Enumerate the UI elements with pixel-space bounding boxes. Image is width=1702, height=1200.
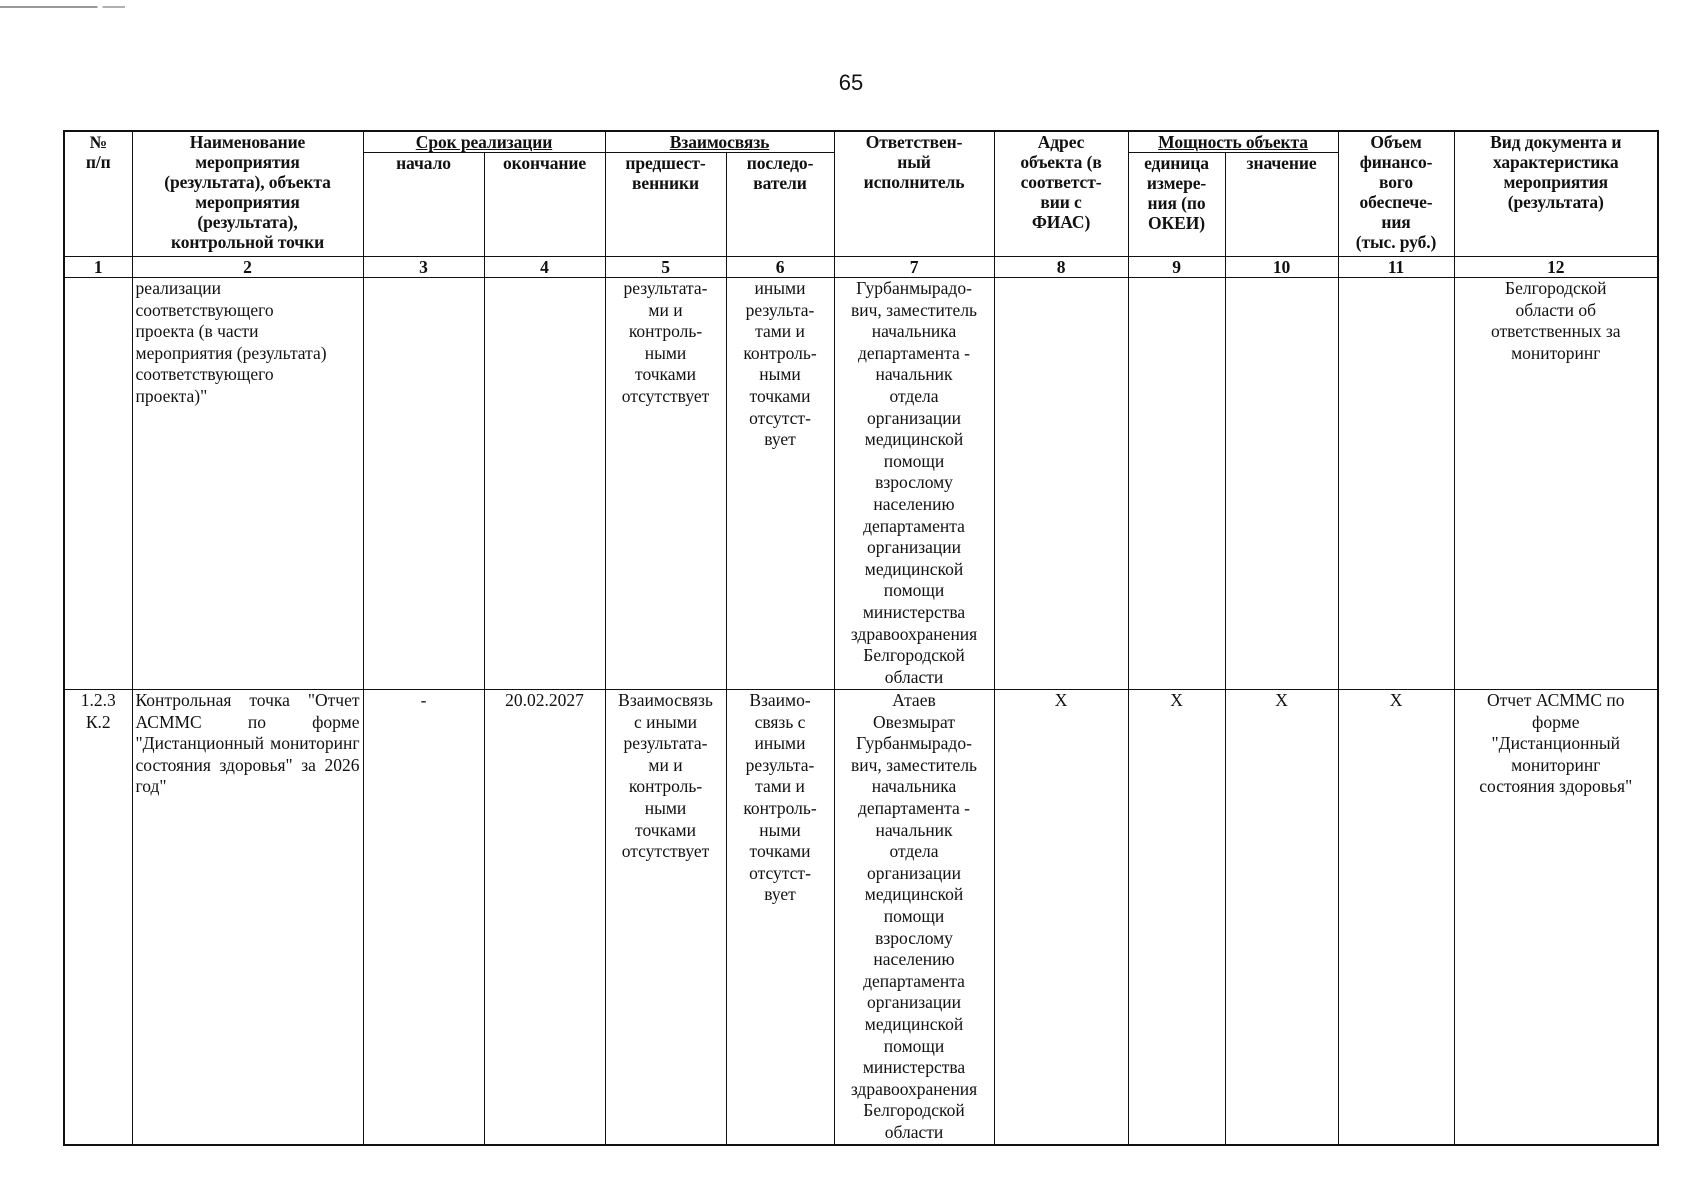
row-value-cell [1225,278,1338,690]
column-number: 5 [605,257,726,278]
row-responsible-cell: Атаев Овезмырат Гурбанмырадо- вич, заместитель начальника департамента - начальник отдела организации медицинской помощи взрослому населению департамента организации медицинской помощи министерства здравоохранения Белгородской области [834,690,994,1146]
row-address-cell [994,278,1128,690]
header-relation-group [605,131,834,153]
header-period-group-label: Срок реализации [415,132,553,152]
header-capacity-group-label: Мощность объекта [1158,132,1308,152]
header-num: № п/п [64,131,132,257]
column-number: 9 [1128,257,1225,278]
row-unit-cell [1128,278,1225,690]
header-unit: единица измере- ния (по ОКЕИ) [1128,153,1225,257]
row-value-cell: Х [1225,690,1338,1146]
page-number: 65 [838,70,864,95]
header-name: Наименование мероприятия (результата), объекта мероприятия (результата), контрольной точки [132,131,363,257]
row-num-cell: 1.2.3 К.2 [64,690,132,1146]
column-number: 11 [1338,257,1454,278]
row-num-cell [64,278,132,690]
column-number: 2 [132,257,363,278]
header-period-group [363,131,605,153]
header-row-1 [64,131,1658,153]
implementation-plan-table [63,130,1659,1146]
column-number: 4 [484,257,605,278]
header-relation-group-label: Взаимосвязь [669,132,770,152]
column-number: 8 [994,257,1128,278]
row-address-cell: Х [994,690,1128,1146]
header-start: начало [363,153,484,257]
table-row [64,278,1658,690]
row-doc-type-cell: Белгородской области об ответственных за мониторинг [1454,278,1658,690]
row-financing-cell [1338,278,1454,690]
row-doc-type-cell: Отчет АСММС по форме "Дистанционный мониторинг состояния здоровья" [1454,690,1658,1146]
row-successors-cell: Взаимо- связь с иными результа- тами и контроль- ными точками отсутст- вует [726,690,834,1146]
header-doc-type: Вид документа и характеристика мероприятия (результата) [1454,131,1658,257]
table-row [64,690,1658,1146]
header-financing: Объем финансо- вого обеспече- ния (тыс. руб.) [1338,131,1454,257]
column-number-row [64,257,1658,278]
row-end-cell: 20.02.2027 [484,690,605,1146]
header-predecessors: предшест- венники [605,153,726,257]
row-unit-cell: Х [1128,690,1225,1146]
header-capacity-group [1128,131,1338,153]
header-value: значение [1225,153,1338,257]
column-number: 10 [1225,257,1338,278]
row-responsible-cell: Гурбанмырадо- вич, заместитель начальника департамента - начальник отдела организации медицинской помощи взрослому населению департамента организации медицинской помощи министерства здравоохранения Белгородской области [834,278,994,690]
row-financing-cell: Х [1338,690,1454,1146]
column-number: 7 [834,257,994,278]
header-address: Адрес объекта (в соответст- вии с ФИАС) [994,131,1128,257]
row-successors-cell: иными результа- тами и контроль- ными точками отсутст- вует [726,278,834,690]
row-end-cell [484,278,605,690]
header-end: окончание [484,153,605,257]
column-number: 12 [1454,257,1658,278]
row-start-cell [363,278,484,690]
row-predecessors-cell: Взаимосвязь с иными результата- ми и контроль- ными точками отсутствует [605,690,726,1146]
column-number: 3 [363,257,484,278]
column-number: 1 [64,257,132,278]
row-start-cell: - [363,690,484,1146]
column-number: 6 [726,257,834,278]
row-name-cell [132,278,363,690]
header-responsible: Ответствен- ный исполнитель [834,131,994,257]
scan-artifact-line [0,6,125,8]
row-predecessors-cell: результата- ми и контроль- ными точками отсутствует [605,278,726,690]
header-successors: последо- ватели [726,153,834,257]
row-name-text: реализации соответствующего проекта (в части мероприятия (результата) соответствующего проекта)" [135,278,327,406]
row-name-cell: Контрольная точка "Отчет АСММС по форме "Дистанционный мониторинг состояния здоровья" за 2026 год" [132,690,363,1146]
